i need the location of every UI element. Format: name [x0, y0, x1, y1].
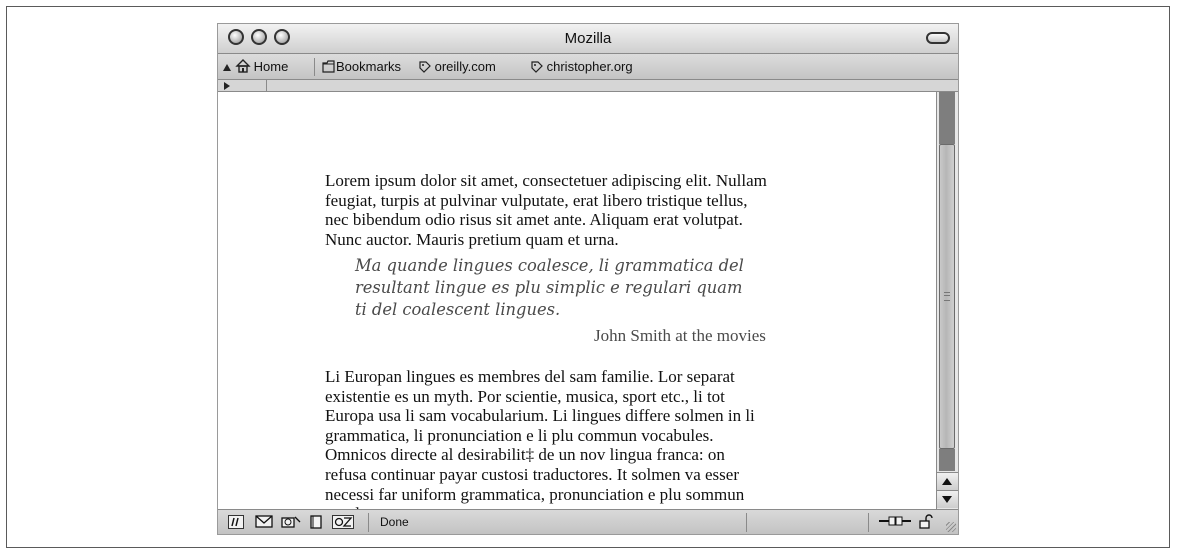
bookmark-oreilly-label: oreilly.com — [434, 59, 496, 74]
text-line: Europa usa li sam vocabularium. Li lingues differe solmen in li — [325, 406, 755, 426]
expand-arrow-icon[interactable] — [224, 82, 230, 90]
status-separator — [868, 513, 869, 532]
tab-divider — [266, 80, 267, 92]
scroll-track-lower[interactable] — [939, 449, 955, 471]
paragraph-lorem — [325, 171, 845, 249]
quote-line: Ma quande lingues coalesce, li grammatica del — [355, 256, 744, 275]
collapsed-tab-bar — [218, 80, 958, 92]
lock-icon[interactable] — [918, 515, 934, 529]
text-line: existentie es un myth. Por scientie, musica, sport etc., li tot — [325, 386, 725, 406]
status-bar — [218, 509, 958, 534]
text-line: Lorem ipsum dolor sit amet, consectetuer adipiscing elit. Nullam — [325, 171, 767, 190]
grip-lines-icon — [944, 292, 950, 301]
collapse-toolbar-icon[interactable] — [223, 63, 232, 72]
status-separator — [368, 513, 369, 532]
blockquote — [355, 255, 795, 321]
personal-toolbar — [218, 54, 958, 80]
text-line: feugiat, turpis at pulvinar vulputate, erat libero tristique tellus, — [325, 190, 748, 210]
toolbar-toggle-button[interactable] — [926, 32, 950, 44]
text-line: Omnicos directe al desirabilit‡ de un nov lingua franca: on — [325, 445, 725, 465]
scroll-down-button[interactable] — [937, 490, 958, 508]
arrow-down-icon — [942, 496, 952, 503]
text-line: refusa continuar payar custosi traductores. It solmen va esser — [325, 464, 739, 484]
bookmark-christopher-label: christopher.org — [546, 59, 633, 74]
home-button[interactable] — [236, 59, 288, 75]
text-line: nec bibendum odio risus sit amet ante. Aliquam erat volutpat. — [325, 210, 743, 230]
status-separator — [746, 513, 747, 532]
navigator-icon[interactable] — [228, 515, 244, 529]
scroll-thumb[interactable] — [939, 144, 955, 449]
quote-line: resultant lingue es plu simplic e regulari quam — [355, 278, 743, 297]
resize-grip-icon[interactable] — [946, 522, 956, 532]
irc-icon[interactable] — [332, 515, 354, 529]
composer-icon[interactable] — [280, 515, 302, 529]
bookmarks-label: Bookmarks — [336, 59, 402, 74]
bookmark-christopher[interactable] — [530, 59, 633, 75]
paragraph-europan — [325, 367, 845, 524]
scroll-up-button[interactable] — [937, 472, 958, 490]
addressbook-icon[interactable] — [308, 515, 324, 529]
scroll-track-upper[interactable] — [939, 92, 955, 144]
folder-icon — [322, 60, 336, 73]
home-label: Home — [253, 59, 289, 74]
text-line: Nunc auctor. Mauris pretium quam et urna. — [325, 229, 619, 249]
title-bar — [218, 24, 958, 54]
vertical-scrollbar[interactable] — [936, 92, 958, 509]
text-line: necessi far uniform grammatica, pronunciation e plu sommun — [325, 484, 745, 504]
bookmark-oreilly[interactable] — [418, 59, 496, 75]
bookmark-icon — [418, 60, 431, 73]
home-icon — [236, 59, 250, 73]
browser-window — [218, 24, 958, 534]
mail-icon[interactable] — [254, 515, 274, 529]
arrow-up-icon — [942, 478, 952, 485]
quote-citation: John Smith at the movies — [594, 326, 766, 345]
window-title: Mozilla — [564, 30, 612, 47]
connection-icon[interactable] — [878, 515, 912, 529]
quote-line: ti del coalescent lingues. — [355, 300, 561, 319]
text-line: Li Europan lingues es membres del sam familie. Lor separat — [325, 367, 735, 386]
toolbar-separator — [314, 58, 315, 76]
status-text: Done — [380, 515, 409, 529]
page-content — [218, 92, 936, 509]
bookmark-icon — [530, 60, 543, 73]
text-line: grammatica, li pronunciation e li plu commun vocabules. — [325, 425, 714, 445]
bookmarks-button[interactable] — [322, 59, 401, 75]
